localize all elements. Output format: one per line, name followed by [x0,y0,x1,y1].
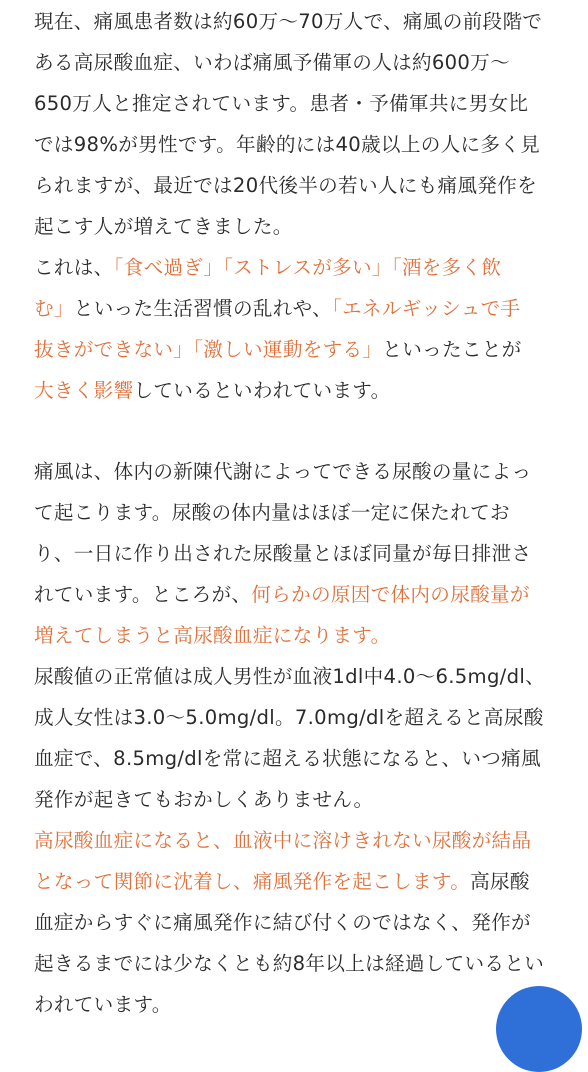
highlight-text: 「食べ過ぎ」「ストレスが多い」「酒を多く飲 [113,256,502,279]
paragraph-line: 血症で、8.5mg/dlを常に超える状態になると、いつ痛風 [34,747,541,770]
paragraph-line: 起きるまでには少なくとも約8年以上は経過しているとい [34,952,545,975]
text-span: といったことが [382,338,522,361]
paragraph-line: り、一日に作り出された尿酸量とほぼ同量が毎日排泄さ [34,542,532,565]
paragraph-line: 起こす人が増えてきました。 [34,215,293,238]
highlight-line: 増えてしまうと高尿酸血症になります。 [34,624,391,647]
paragraph-line: 痛風は、体内の新陳代謝によってできる尿酸の量によっ [34,460,532,483]
paragraph-line [34,863,530,901]
paragraph-line: われています。 [34,993,172,1016]
paragraph-line: 650万人と推定されています。患者・予備軍共に男女比 [34,92,529,115]
highlight-text: となって関節に沈着し、痛風発作を起こします。 [34,870,471,893]
paragraph-line [34,331,522,369]
paragraph-line: られますが、最近では20代後半の若い人にも痛風発作を [34,174,537,197]
text-span: といった生活習慣の乱れや、 [73,297,333,320]
paragraph-line: て起こります。尿酸の体内量はほぼ一定に保たれてお [34,501,510,524]
paragraph-line: 発作が起きてもおかしくありません。 [34,788,374,811]
highlight-text: 抜きができない」「激しい運動をする」 [34,338,383,361]
paragraph-line: ある高尿酸血症、いわば痛風予備軍の人は約600万〜 [34,51,510,74]
paragraph-line: 血症からすぐに痛風発作に結び付くのではなく、発作が [34,911,531,934]
paragraph-line: 現在、痛風患者数は約60万〜70万人で、痛風の前段階で [34,10,543,33]
highlight-text: 「エネルギッシュで手 [332,297,521,320]
paragraph-line: 成人女性は3.0〜5.0mg/dl。7.0mg/dlを超えると高尿酸 [34,706,544,729]
paragraph-line [34,372,391,410]
paragraph-line: 尿酸値の正常値は成人男性が血液1dl中4.0〜6.5mg/dl、 [34,665,545,688]
text-span: 高尿酸 [470,870,530,893]
highlight-text: 何らかの原因で体内の尿酸量が [251,583,530,606]
highlight-text: 大きく影響 [34,379,134,402]
text-span: しているといわれています。 [133,379,391,402]
text-span: これは、 [34,256,114,279]
paragraph-line [34,576,530,614]
text-span: れています。ところが、 [34,583,252,606]
paragraph-line: では98%が男性です。年齢的には40歳以上の人に多く見 [34,133,541,156]
paragraph-line [34,249,501,287]
paragraph-line [34,290,520,328]
floating-action-button[interactable] [496,986,582,1072]
highlight-line: 高尿酸血症になると、血液中に溶けきれない尿酸が結晶 [34,829,532,852]
highlight-text: む」 [34,297,74,320]
